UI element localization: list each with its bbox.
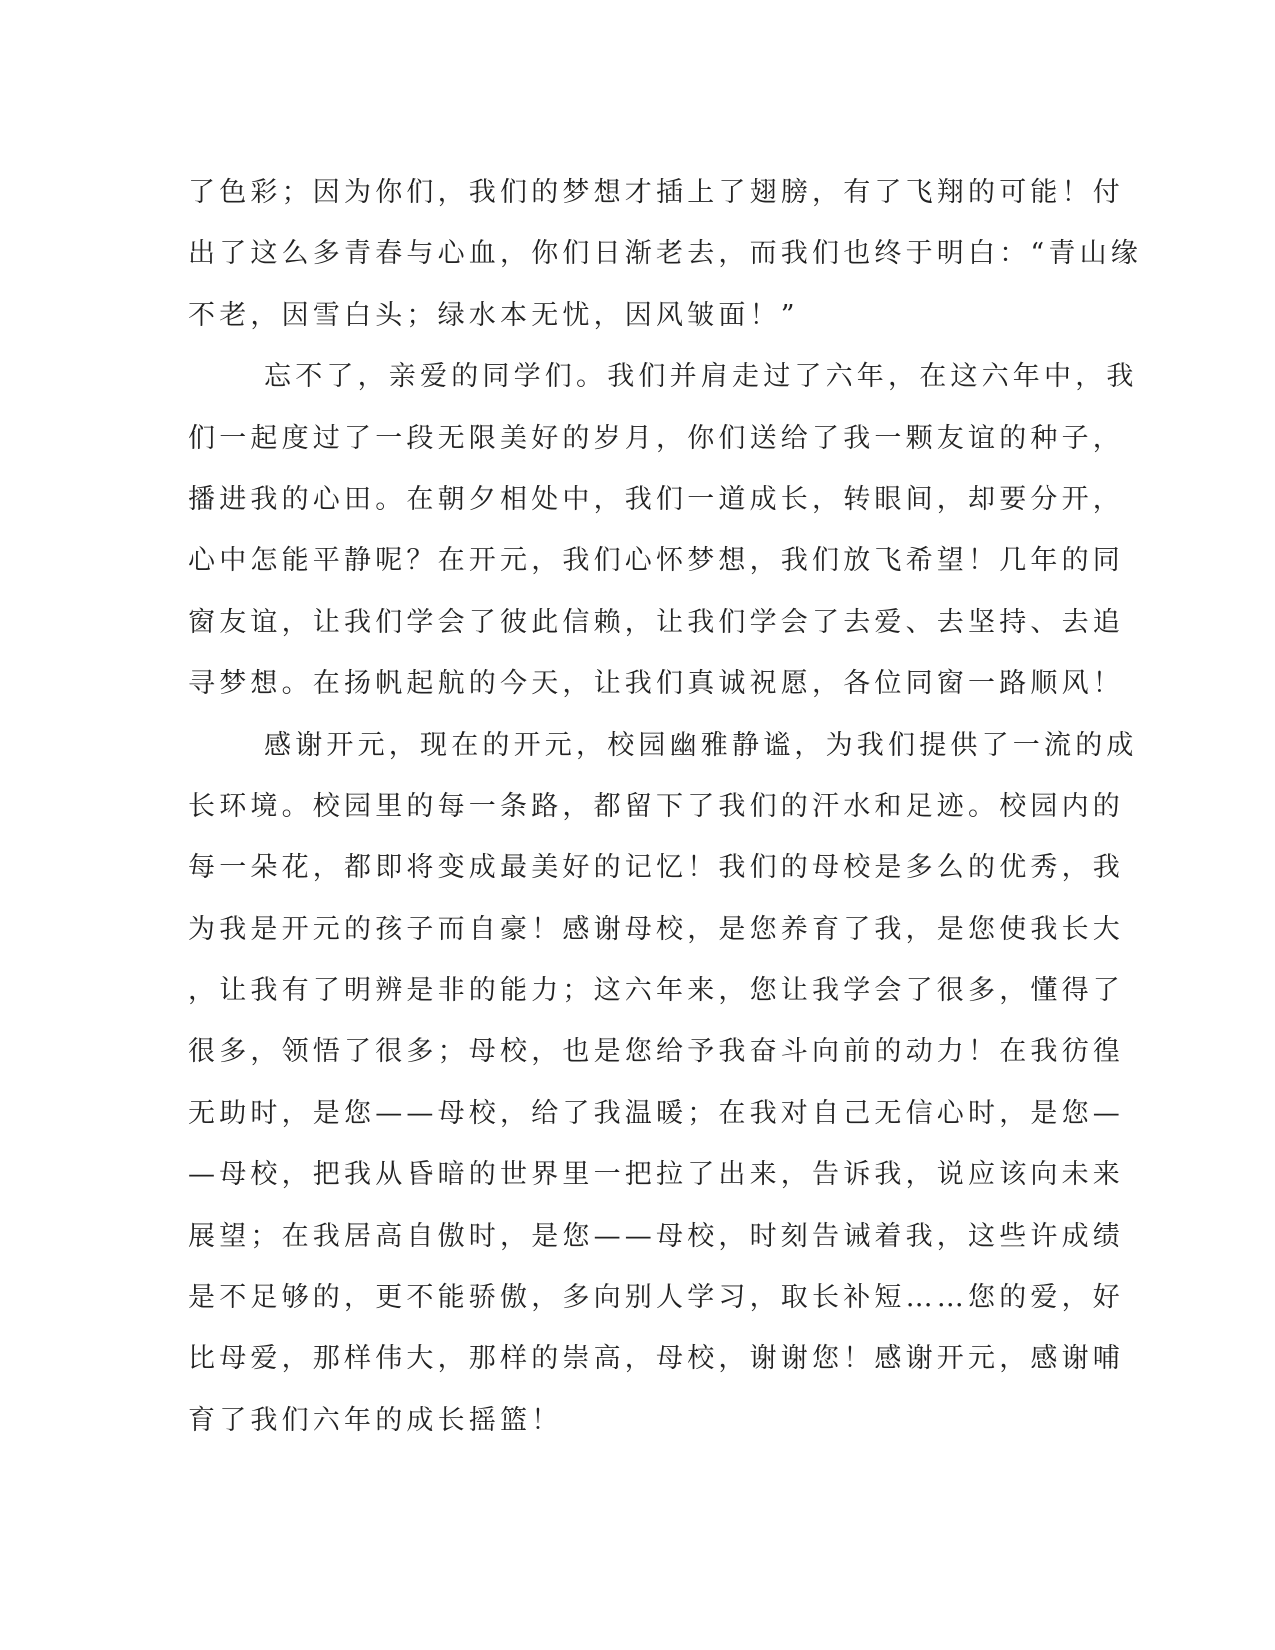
- text-line: 育了我们六年的成长摇篮！: [188, 1404, 563, 1436]
- text-line: 长环境。校园里的每一条路，都留下了我们的汗水和足迹。校园内的: [188, 790, 1124, 822]
- text-line: 无助时，是您——母校，给了我温暖；在我对自己无信心时，是您—: [188, 1097, 1124, 1129]
- text-line: 比母爱，那样伟大，那样的崇高，母校，谢谢您！感谢开元，感谢哺: [188, 1343, 1124, 1375]
- text-line: 展望；在我居高自傲时，是您——母校，时刻告诫着我，这些许成绩: [188, 1220, 1124, 1252]
- text-line: 为我是开元的孩子而自豪！感谢母校，是您养育了我，是您使我长大: [188, 913, 1124, 945]
- text-line: 每一朵花，都即将变成最美好的记忆！我们的母校是多么的优秀，我: [188, 852, 1124, 884]
- text-line: —母校，把我从昏暗的世界里一把拉了出来，告诉我，说应该向未来: [188, 1159, 1124, 1191]
- paragraph-first-line: 感谢开元，现在的开元，校园幽雅静谧，为我们提供了一流的成: [264, 729, 1138, 761]
- text-line: 们一起度过了一段无限美好的岁月，你们送给了我一颗友谊的种子，: [188, 422, 1124, 454]
- text-line: 了色彩；因为你们，我们的梦想才插上了翅膀，有了飞翔的可能！付: [188, 177, 1124, 208]
- text-line: 不老，因雪白头；绿水本无忧，因风皱面！”: [188, 299, 799, 331]
- text-line: 出了这么多青春与心血，你们日渐老去，而我们也终于明白：“青山缘: [188, 238, 1143, 270]
- text-line: 心中怎能平静呢？在开元，我们心怀梦想，我们放飞希望！几年的同: [188, 545, 1124, 577]
- text-line: 寻梦想。在扬帆起航的今天，让我们真诚祝愿，各位同窗一路顺风！: [188, 668, 1124, 700]
- text-line: 很多，领悟了很多；母校，也是您给予我奋斗向前的动力！在我彷徨: [188, 1036, 1124, 1068]
- text-line: 是不足够的，更不能骄傲，多向别人学习，取长补短……您的爱，好: [188, 1282, 1124, 1314]
- paragraph-first-line: 忘不了，亲爱的同学们。我们并肩走过了六年，在这六年中，我: [264, 361, 1138, 393]
- body-text: [188, 162, 1143, 1451]
- text-line: ，让我有了明辨是非的能力；这六年来，您让我学会了很多，懂得了: [188, 975, 1124, 1007]
- text-line: 播进我的心田。在朝夕相处中，我们一道成长，转眼间，却要分开，: [188, 483, 1124, 515]
- text-line: 窗友谊，让我们学会了彼此信赖，让我们学会了去爱、去坚持、去追: [188, 606, 1124, 638]
